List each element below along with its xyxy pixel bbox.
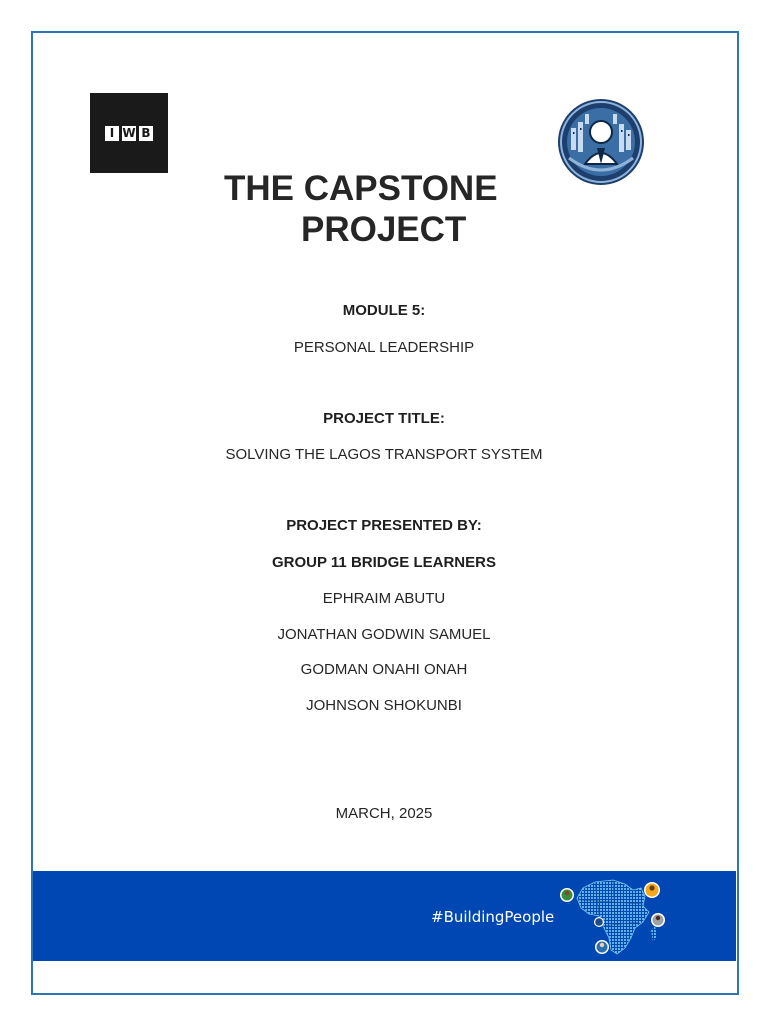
hashtag-text: #BuildingPeople: [431, 908, 555, 926]
logo-letter: I: [105, 126, 119, 141]
module-value: PERSONAL LEADERSHIP: [293, 339, 475, 356]
member-name: GODMAN ONAHI ONAH: [300, 661, 468, 678]
project-title-label: PROJECT TITLE:: [323, 410, 445, 427]
group-name: GROUP 11 BRIDGE LEARNERS: [272, 554, 496, 571]
logo-letter: W: [122, 125, 136, 140]
presented-by-label: PROJECT PRESENTED BY:: [286, 517, 482, 534]
date: MARCH, 2025: [335, 805, 433, 822]
title-line-1: THE CAPSTONE: [224, 169, 498, 208]
module-label: MODULE 5:: [342, 302, 426, 319]
title-line-2: PROJECT: [301, 210, 467, 249]
project-title-value: SOLVING THE LAGOS TRANSPORT SYSTEM: [225, 446, 543, 463]
building-people-seal-icon: [557, 98, 645, 186]
member-name: JONATHAN GODWIN SAMUEL: [277, 626, 491, 643]
africa-map-icon: [555, 876, 670, 958]
logo-letter: B: [139, 126, 153, 141]
member-name: JOHNSON SHOKUNBI: [306, 697, 462, 714]
member-name: EPHRAIM ABUTU: [322, 590, 446, 607]
iwb-logo: [90, 93, 168, 173]
